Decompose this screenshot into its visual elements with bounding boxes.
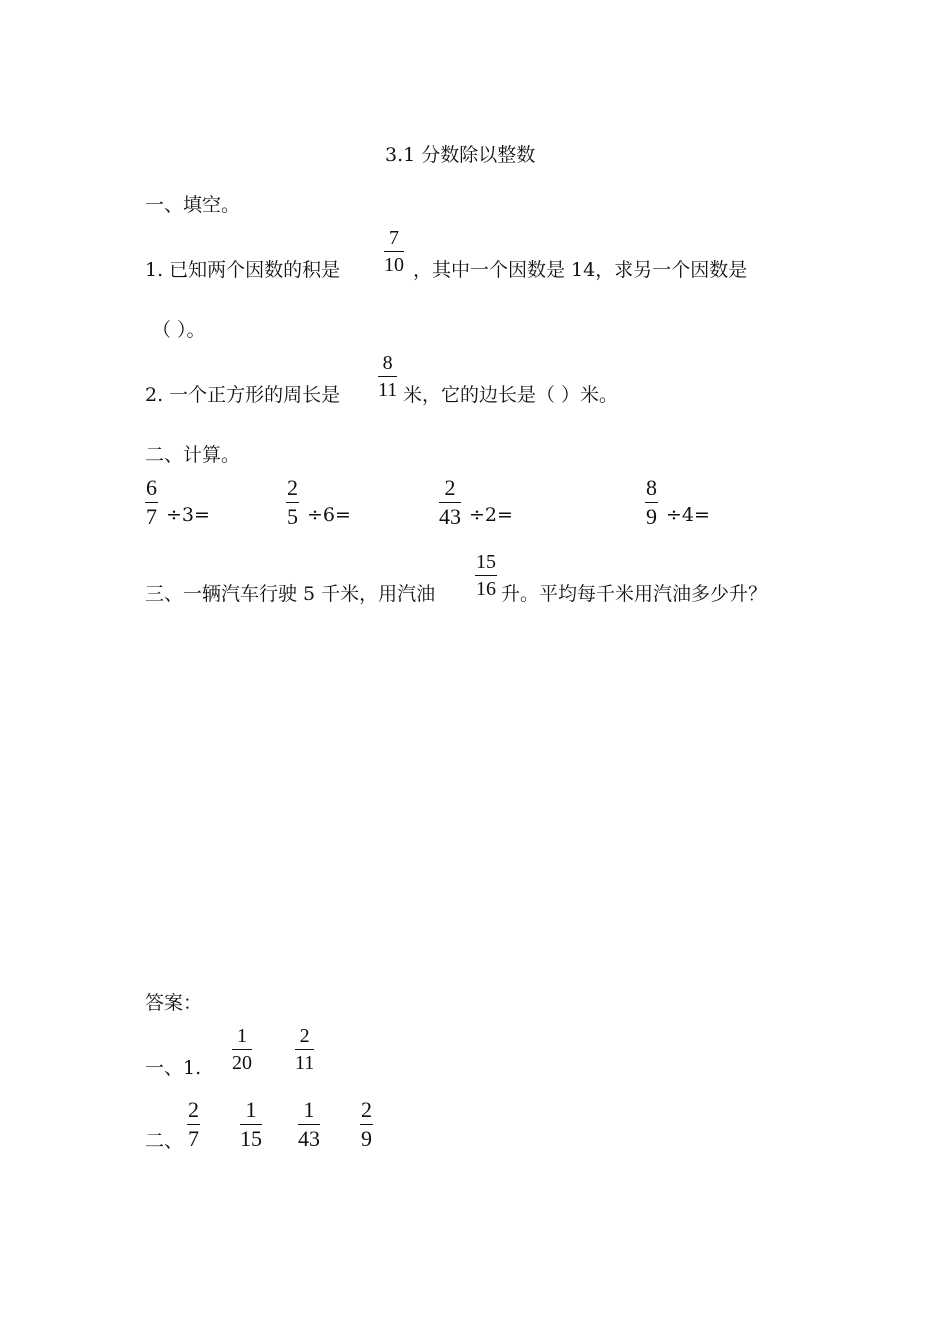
calc-1-op: ÷3= (166, 504, 210, 526)
answers-row2-frac-2 (240, 1099, 262, 1150)
section1-heading: 一、填空。 (145, 194, 241, 216)
section3-frac-den: 16 (476, 578, 496, 600)
section3-frac-num: 15 (475, 552, 497, 576)
answers-heading: 答案： (145, 992, 203, 1014)
calc-4-num: 8 (645, 477, 658, 503)
answers-row1-frac-1 (232, 1026, 252, 1073)
q2-suffix: 米，它的边长是（ ）米。 (403, 384, 619, 406)
q1-middle: ，其中一个因数是 14，求另一个因数是 (413, 259, 748, 281)
answer-num: 1 (240, 1099, 262, 1125)
section3-suffix: 升。平均每千米用汽油多少升？ (501, 583, 768, 605)
page-title: 3.1 分数除以整数 (385, 144, 536, 166)
calc-1-fraction (145, 477, 158, 528)
answer-den: 11 (295, 1052, 315, 1074)
calc-2-op: ÷6= (307, 504, 351, 526)
calc-1-num: 6 (145, 477, 158, 503)
calc-4-fraction (645, 477, 658, 528)
answer-num: 1 (298, 1099, 320, 1125)
answer-num: 2 (360, 1099, 373, 1125)
calc-3-num: 2 (439, 477, 461, 503)
q2-frac-num: 8 (378, 353, 397, 377)
q2-fraction (378, 353, 397, 400)
answers-row2-frac-1 (187, 1099, 200, 1150)
section3-prefix: 三、一辆汽车行驶 5 千米，用汽油 (145, 583, 436, 605)
calc-4-den: 9 (646, 504, 657, 529)
answer-num: 2 (295, 1026, 314, 1050)
q1-fraction (384, 228, 404, 275)
calc-3-den: 43 (439, 504, 461, 529)
answer-den: 43 (298, 1126, 320, 1151)
answer-den: 7 (188, 1126, 199, 1151)
q2-frac-den: 11 (378, 379, 398, 401)
answer-den: 20 (232, 1052, 252, 1074)
answer-num: 1 (232, 1026, 252, 1050)
calc-1-den: 7 (146, 504, 157, 529)
calc-2-den: 5 (287, 504, 298, 529)
section3-fraction (475, 552, 497, 599)
answers-row1-label: 一、1. (145, 1057, 202, 1079)
answers-row2-frac-3 (298, 1099, 320, 1150)
answers-row1-frac-2 (295, 1026, 314, 1073)
q1-blank-line: （ ）。 (152, 319, 206, 341)
calc-2-num: 2 (286, 477, 299, 503)
calc-4-op: ÷4= (666, 504, 710, 526)
calc-3-op: ÷2= (469, 504, 513, 526)
answer-den: 15 (240, 1126, 262, 1151)
q2-prefix: 2. 一个正方形的周长是 (145, 384, 341, 406)
q1-frac-den: 10 (384, 254, 404, 276)
q1-prefix: 1. 已知两个因数的积是 (145, 259, 341, 281)
calc-2-fraction (286, 477, 299, 528)
answers-row2-frac-4 (360, 1099, 373, 1150)
answer-den: 9 (361, 1126, 372, 1151)
answers-row2-label: 二、 (145, 1130, 184, 1152)
answer-num: 2 (187, 1099, 200, 1125)
section2-heading: 二、计算。 (145, 444, 241, 466)
calc-3-fraction (439, 477, 461, 528)
q1-frac-num: 7 (384, 228, 404, 252)
